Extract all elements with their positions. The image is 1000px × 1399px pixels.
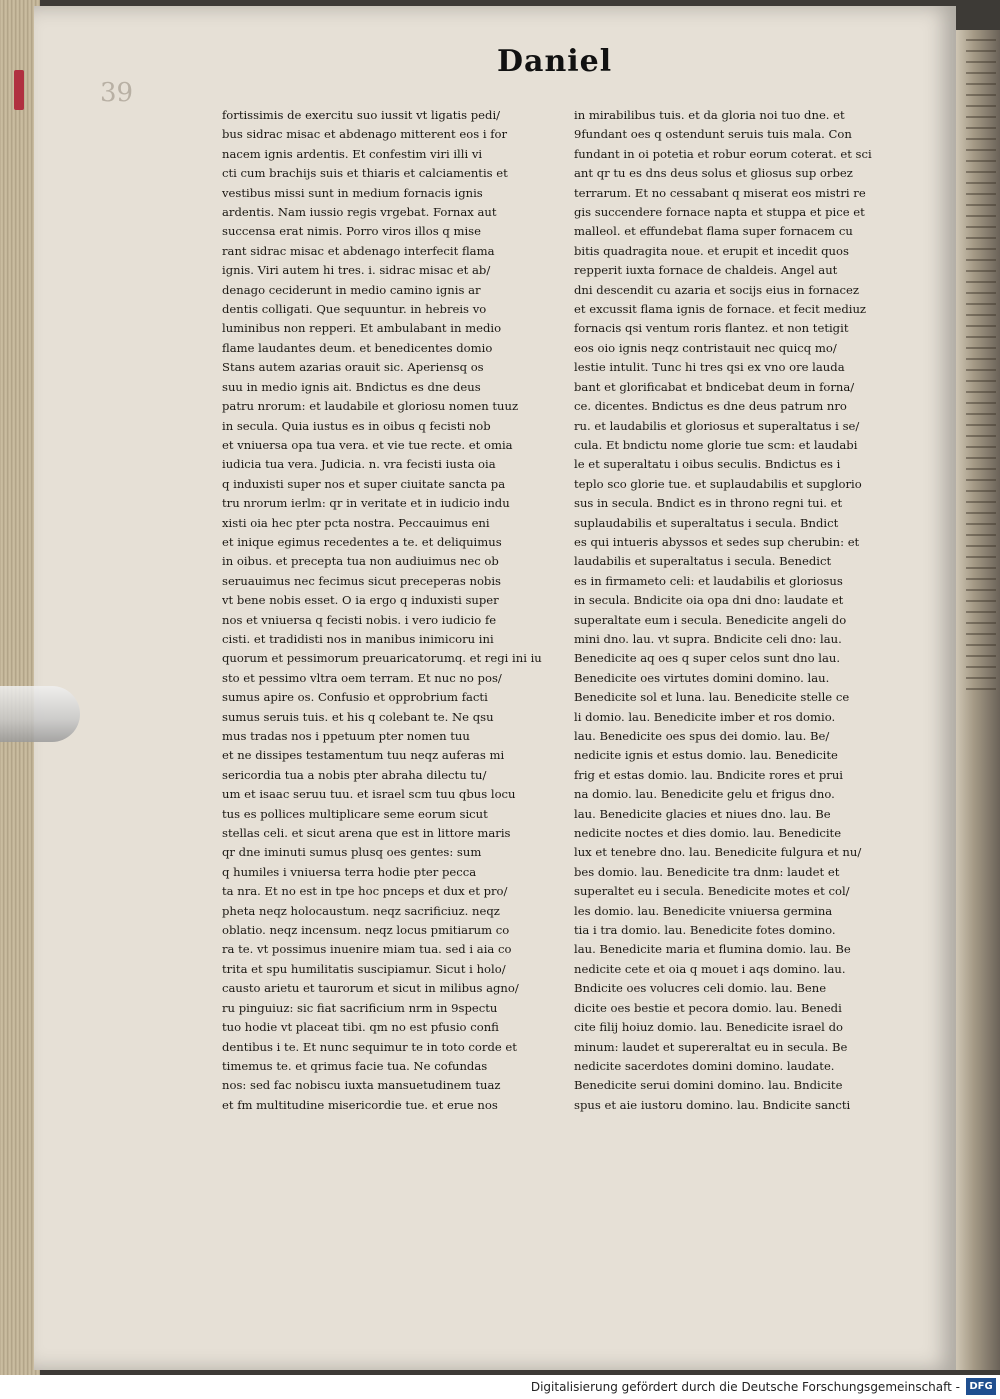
text-line: vestibus missi sunt in medium fornacis ignis [222, 185, 483, 200]
ghost-text-line [966, 545, 996, 547]
text-line: suu in medio ignis ait. Bndictus es dne deus [222, 379, 481, 394]
text-line: sumus seruis tuis. et his q colebant te. Ne qsu [222, 709, 494, 724]
text-line: les domio. lau. Benedicite vniuersa germina [574, 903, 833, 918]
text-line: tru nrorum ierlm: qr in veritate et in iudicio indu [222, 496, 510, 511]
ghost-text-line [966, 578, 996, 580]
text-line: succensa erat nimis. Porro viros illos q mise [222, 224, 481, 239]
book-right-edge [956, 30, 1000, 1370]
text-line: ce. dicentes. Bndictus es dne deus patrum nro [574, 399, 847, 414]
text-line: ardentis. Nam iussio regis vrgebat. Fornax aut [222, 205, 497, 220]
ghost-text-line [966, 457, 996, 459]
text-line: Bndicite oes volucres celi domio. lau. Bene [574, 981, 827, 996]
text-line: patru nrorum: et laudabile et gloriosu nomen tuuz [222, 399, 519, 414]
text-line: et inique egimus recedentes a te. et deliquimus [222, 534, 502, 549]
text-line: gis succendere fornace napta et stuppa et pice et [574, 205, 865, 220]
text-line: luminibus non repperi. Et ambulabant in medio [222, 321, 502, 336]
text-line: mini dno. lau. vt supra. Bndicite celi dno: lau. [574, 631, 842, 646]
text-line: cisti. et tradidisti nos in manibus inimicoru ini [222, 631, 494, 646]
ghost-text-line [966, 182, 996, 184]
text-line: nos: sed fac nobiscu iuxta mansuetudinem tuaz [222, 1078, 501, 1093]
ghost-text-line [966, 380, 996, 382]
left-text-column [222, 106, 572, 1115]
text-line: suplaudabilis et superaltatus i secula. Bndict [574, 515, 839, 530]
ghost-text-line [966, 149, 996, 151]
footer-credit: Digitalisierung gefördert durch die Deutsche Forschungsgemeinschaft - [530, 1380, 960, 1394]
text-line: trita et spu humilitatis suscipiamur. Sicut i holo/ [222, 961, 506, 976]
text-line: ru pinguiuz: sic fiat sacrificium nrm in 9spectu [222, 1000, 498, 1015]
text-line: dentis colligati. Que sequuntur. in hebreis vo [222, 302, 487, 317]
text-line: cti cum brachijs suis et thiaris et calciamentis et [222, 166, 508, 181]
text-line: Stans autem azarias orauit sic. Aperiensq os [222, 360, 484, 375]
ghost-text-line [966, 83, 996, 85]
text-line: lux et tenebre dno. lau. Benedicite fulgura et nu/ [574, 845, 862, 860]
ghost-text-line [966, 72, 996, 74]
text-line: lau. Benedicite glacies et niues dno. lau. Be [574, 806, 831, 821]
ghost-text-line [966, 171, 996, 173]
ghost-text-line [966, 446, 996, 448]
footer-bar [0, 1375, 1000, 1399]
ghost-text-line [966, 633, 996, 635]
text-line: superaltate eum i secula. Benedicite angeli do [574, 612, 847, 627]
text-line: stellas celi. et sicut arena que est in littore maris [222, 826, 511, 841]
text-line: nacem ignis ardentis. Et confestim viri illi vi [222, 146, 483, 161]
text-line: ra te. vt possimus inuenire miam tua. sed i aia co [222, 942, 512, 957]
ghost-text-line [966, 270, 996, 272]
text-line: lau. Benedicite maria et flumina domio. lau. Be [574, 942, 851, 957]
text-line: bes domio. lau. Benedicite tra dnm: laudet et [574, 864, 840, 879]
ghost-text-line [966, 281, 996, 283]
ghost-text-line [966, 468, 996, 470]
ghost-text-line [966, 435, 996, 437]
text-line: dicite oes bestie et pecora domio. lau. Benedi [574, 1000, 842, 1015]
text-line: ant qr tu es dns deus solus et gliosus sup orbez [574, 166, 853, 181]
text-line: le et superaltatu i oibus seculis. Bndictus es i [574, 457, 841, 472]
ghost-text-line [966, 369, 996, 371]
text-line: sumus apire os. Confusio et opprobrium facti [222, 690, 488, 705]
red-bookmark [14, 70, 24, 110]
ghost-text-line [966, 336, 996, 338]
ghost-text-line [966, 193, 996, 195]
text-line: et excussit flama ignis de fornace. et fecit mediuz [574, 302, 867, 317]
text-line: in oibus. et precepta tua non audiuimus nec ob [222, 554, 499, 569]
text-line: repperit iuxta fornace de chaldeis. Angel aut [574, 263, 838, 278]
text-line: dni descendit cu azaria et socijs eius in fornacez [574, 282, 859, 297]
ghost-text-line [966, 391, 996, 393]
ghost-text-line [966, 688, 996, 690]
ghost-text-line [966, 226, 996, 228]
text-line: Benedicite serui domini domino. lau. Bndicite [574, 1078, 843, 1093]
ghost-text-line [966, 479, 996, 481]
ghost-text-line [966, 358, 996, 360]
text-line: ru. et laudabilis et gloriosus et superaltatus i se/ [574, 418, 860, 433]
text-line: eos oio ignis neqz contristauit nec quicq mo/ [574, 340, 837, 355]
text-line: tuo hodie vt placeat tibi. qm no est pfusio confi [222, 1020, 499, 1035]
ghost-text-line [966, 556, 996, 558]
text-line: in secula. Quia iustus es in oibus q fecisti nob [222, 418, 491, 433]
text-line: et vniuersa opa tua vera. et vie tue recte. et omia [222, 437, 513, 452]
text-line: ignis. Viri autem hi tres. i. sidrac misac et ab/ [222, 263, 491, 278]
text-line: oblatio. neqz incensum. neqz locus pmitiarum co [222, 923, 510, 938]
text-line: 9fundant oes q ostendunt seruis tuis mala. Con [574, 127, 852, 142]
ghost-text-line [966, 248, 996, 250]
ghost-text-line [966, 127, 996, 129]
text-line: es in firmameto celi: et laudabilis et gloriosus [574, 573, 843, 588]
text-line: spus et aie iustoru domino. lau. Bndicite sancti [574, 1097, 851, 1112]
dfg-logo[interactable]: DFG [966, 1378, 996, 1395]
right-text-column [574, 106, 924, 1115]
text-line: sus in secula. Bndict es in throno regni tui. et [574, 496, 843, 511]
text-line: um et isaac seruu tuu. et israel scm tuu qbus locu [222, 787, 516, 802]
text-line: nedicite noctes et dies domio. lau. Benedicite [574, 826, 842, 841]
text-line: fortissimis de exercitu suo iussit vt ligatis pedi/ [222, 108, 501, 122]
text-line: qr dne iminuti sumus plusq oes gentes: sum [222, 845, 482, 860]
text-line: bant et glorificabat et bndicebat deum in forna/ [574, 379, 855, 394]
ghost-text-line [966, 402, 996, 404]
ghost-text-line [966, 237, 996, 239]
text-line: laudabilis et superaltatus i secula. Benedict [574, 554, 832, 569]
ghost-text-line [966, 413, 996, 415]
text-line: fornacis qsi ventum roris flantez. et non tetigit [574, 321, 849, 336]
ghost-text-line [966, 600, 996, 602]
text-line: denago ceciderunt in medio camino ignis ar [222, 282, 481, 297]
text-line: nedicite ignis et estus domio. lau. Benedicite [574, 748, 838, 763]
ghost-text-line [966, 424, 996, 426]
text-line: bitis quadragita noue. et erupit et incedit quos [574, 243, 849, 258]
ghost-text-line [966, 160, 996, 162]
ghost-text-line [966, 501, 996, 503]
text-line: es qui intueris abyssos et sedes sup cherubin: et [574, 534, 860, 549]
text-line: tus es pollices multiplicare seme eorum sicut [222, 806, 488, 821]
text-line: in mirabilibus tuis. et da gloria noi tuo dne. et [574, 108, 845, 122]
ghost-text-line [966, 303, 996, 305]
text-line: li domio. lau. Benedicite imber et ros domio. [574, 709, 836, 724]
ghost-text-line [966, 611, 996, 613]
ghost-text-line [966, 204, 996, 206]
text-line: sto et pessimo vltra oem terram. Et nuc no pos/ [222, 670, 502, 685]
text-line: flame laudantes deum. et benedicentes domio [222, 340, 493, 355]
running-header: Daniel [497, 44, 613, 79]
text-line: vt bene nobis esset. O ia ergo q induxisti super [222, 593, 499, 608]
text-line: Benedicite aq oes q super celos sunt dno lau. [574, 651, 841, 666]
text-line: superaltet eu i secula. Benedicite motes et col/ [574, 884, 850, 899]
text-line: cula. Et bndictu nome glorie tue scm: et laudabi [574, 437, 858, 452]
ghost-text-line [966, 105, 996, 107]
text-line: xisti oia hec pter pcta nostra. Peccauimus eni [222, 515, 490, 530]
ghost-text-line [966, 666, 996, 668]
text-line: seruauimus nec fecimus sicut preceperas nobis [222, 573, 501, 588]
text-line: Benedicite oes virtutes domini domino. lau. [574, 670, 830, 685]
text-line: ta nra. Et no est in tpe hoc pnceps et dux et pro/ [222, 884, 508, 899]
ghost-text-line [966, 512, 996, 514]
text-line: quorum et pessimorum preuaricatorumq. et regi ini iu [222, 651, 542, 666]
margin-mark: 39 [100, 78, 134, 108]
text-line: bus sidrac misac et abdenago mitterent eos i for [222, 127, 508, 142]
page-holder-clip [0, 686, 80, 742]
ghost-text-line [966, 61, 996, 63]
ghost-text-line [966, 215, 996, 217]
text-line: minum: laudet et supereraltat eu in secula. Be [574, 1039, 848, 1054]
ghost-text-line [966, 116, 996, 118]
ghost-text-line [966, 347, 996, 349]
text-line: in secula. Bndicite oia opa dni dno: laudate et [574, 593, 844, 608]
text-line: teplo sco glorie tue. et suplaudabilis et supglorio [574, 476, 862, 491]
text-line: tia i tra domio. lau. Benedicite fotes domino. [574, 923, 836, 938]
text-line: iudicia tua vera. Judicia. n. vra fecisti iusta oia [222, 457, 496, 472]
text-line: q induxisti super nos et super ciuitate sancta pa [222, 476, 506, 491]
text-line: terrarum. Et no cessabant q miserat eos mistri re [574, 185, 866, 200]
text-line: causto arietu et taurorum et sicut in milibus agno/ [222, 981, 519, 996]
ghost-text-line [966, 50, 996, 52]
ghost-text-line [966, 314, 996, 316]
ghost-text-line [966, 567, 996, 569]
ghost-text-line [966, 490, 996, 492]
ghost-text-line [966, 138, 996, 140]
text-line: sericordia tua a nobis pter abraha dilectu tu/ [222, 767, 487, 782]
ghost-text-line [966, 292, 996, 294]
text-line: q humiles i vniuersa terra hodie pter pecca [222, 864, 477, 879]
text-line: frig et estas domio. lau. Bndicite rores et prui [574, 767, 844, 782]
ghost-text-line [966, 644, 996, 646]
ghost-text-line [966, 523, 996, 525]
text-line: lestie intulit. Tunc hi tres qsi ex vno ore lauda [574, 360, 845, 375]
ghost-text-line [966, 325, 996, 327]
text-line: nos et vniuersa q fecisti nobis. i vero iudicio fe [222, 612, 497, 627]
ghost-text-line [966, 677, 996, 679]
text-line: cite filij hoiuz domio. lau. Benedicite israel do [574, 1020, 843, 1035]
ghost-text-line [966, 534, 996, 536]
text-line: nedicite sacerdotes domini domino. laudate. [574, 1058, 835, 1073]
text-line: fundant in oi potetia et robur eorum coterat. et sci [574, 146, 872, 161]
ghost-text-line [966, 39, 996, 41]
text-line: timemus te. et qrimus facie tua. Ne cofundas [222, 1058, 488, 1073]
text-line: na domio. lau. Benedicite gelu et frigus dno. [574, 787, 835, 802]
text-line: rant sidrac misac et abdenago interfecit flama [222, 243, 495, 258]
text-line: malleol. et effundebat flama super fornacem cu [574, 224, 853, 239]
text-line: dentibus i te. Et nunc sequimur te in toto corde et [222, 1039, 517, 1054]
ghost-text-line [966, 589, 996, 591]
text-line: mus tradas nos i ppetuum pter nomen tuu [222, 729, 470, 743]
ghost-text-line [966, 94, 996, 96]
text-line: lau. Benedicite oes spus dei domio. lau. Be/ [574, 729, 830, 743]
ghost-text-line [966, 259, 996, 261]
text-line: et ne dissipes testamentum tuu neqz auferas mi [222, 748, 505, 763]
text-line: pheta neqz holocaustum. neqz sacrificiuz. neqz [222, 903, 500, 918]
ghost-text-line [966, 622, 996, 624]
text-line: Benedicite sol et luna. lau. Benedicite stelle ce [574, 690, 850, 705]
ghost-text-line [966, 655, 996, 657]
text-line: nedicite cete et oia q mouet i aqs domino. lau. [574, 961, 846, 976]
text-line: et fm multitudine misericordie tue. et erue nos [222, 1097, 498, 1112]
